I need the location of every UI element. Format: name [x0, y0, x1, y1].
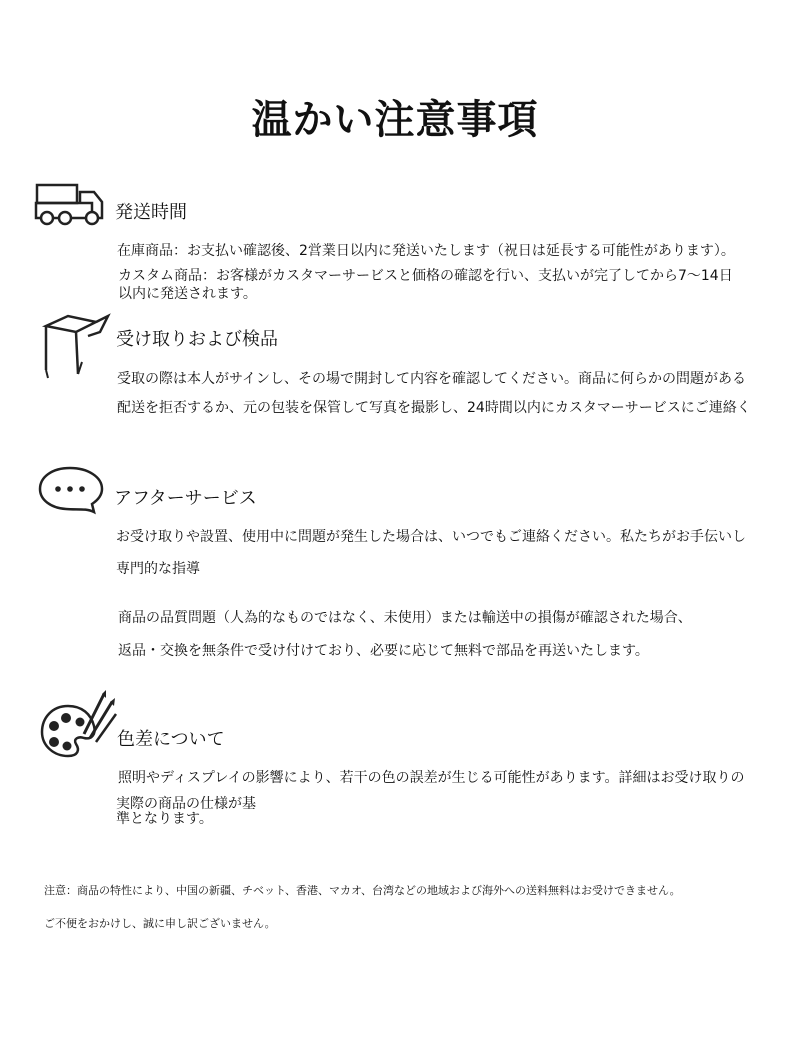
shipping-restriction-note: 注意：商品の特性により、中国の新疆、チベット、香港、マカオ、台湾などの地域および海外への送料無料はお受けできません。: [44, 884, 681, 897]
section-heading-shipping: 発送時間: [115, 202, 187, 223]
apology-note: ご不便をおかけし、誠に申し訳ございません。: [44, 917, 276, 930]
shipping-line-2: カスタム商品：お客様がカスタマーサービスと価格の確認を行い、支払いが完了してから7〜14日: [118, 268, 733, 284]
color-line-1: 照明やディスプレイの影響により、若干の色の誤差が生じる可能性があります。詳細はお受け取りの: [118, 770, 745, 786]
truck-icon: [32, 180, 108, 230]
receiving-line-1: 受取の際は本人がサインし、その場で開封して内容を確認してください。商品に何らかの問題がある: [117, 371, 747, 387]
receiving-line-2: 配送を拒否するか、元の包装を保管して写真を撮影し、24時間以内にカスタマーサービスにご連絡く: [117, 400, 751, 416]
color-line-3: 準となります。: [116, 811, 213, 827]
palette-icon: [38, 688, 118, 762]
after-sales-line-1: お受け取りや設置、使用中に問題が発生した場合は、いつでもご連絡ください。私たちがお手伝いし: [116, 529, 746, 545]
section-heading-color-difference: 色差について: [117, 729, 225, 750]
shipping-line-1: 在庫商品：お支払い確認後、2営業日以内に発送いたします（祝日は延長する可能性があります）。: [117, 243, 735, 259]
box-icon: [38, 310, 114, 382]
after-sales-line-3: 商品の品質問題（人為的なものではなく、未使用）または輸送中の損傷が確認された場合、: [118, 610, 692, 626]
after-sales-line-4: 返品・交換を無条件で受け付けており、必要に応じて無料で部品を再送いたします。: [118, 643, 649, 659]
after-sales-line-2: 専門的な指導: [116, 561, 200, 577]
page-title: 温かい注意事項: [251, 97, 539, 143]
section-heading-receiving: 受け取りおよび検品: [116, 329, 278, 350]
section-heading-after-sales: アフターサービス: [114, 488, 257, 509]
color-line-2: 実際の商品の仕様が基: [116, 796, 256, 812]
shipping-line-3: 以内に発送されます。: [118, 286, 257, 302]
chat-bubble-icon: [36, 464, 106, 516]
